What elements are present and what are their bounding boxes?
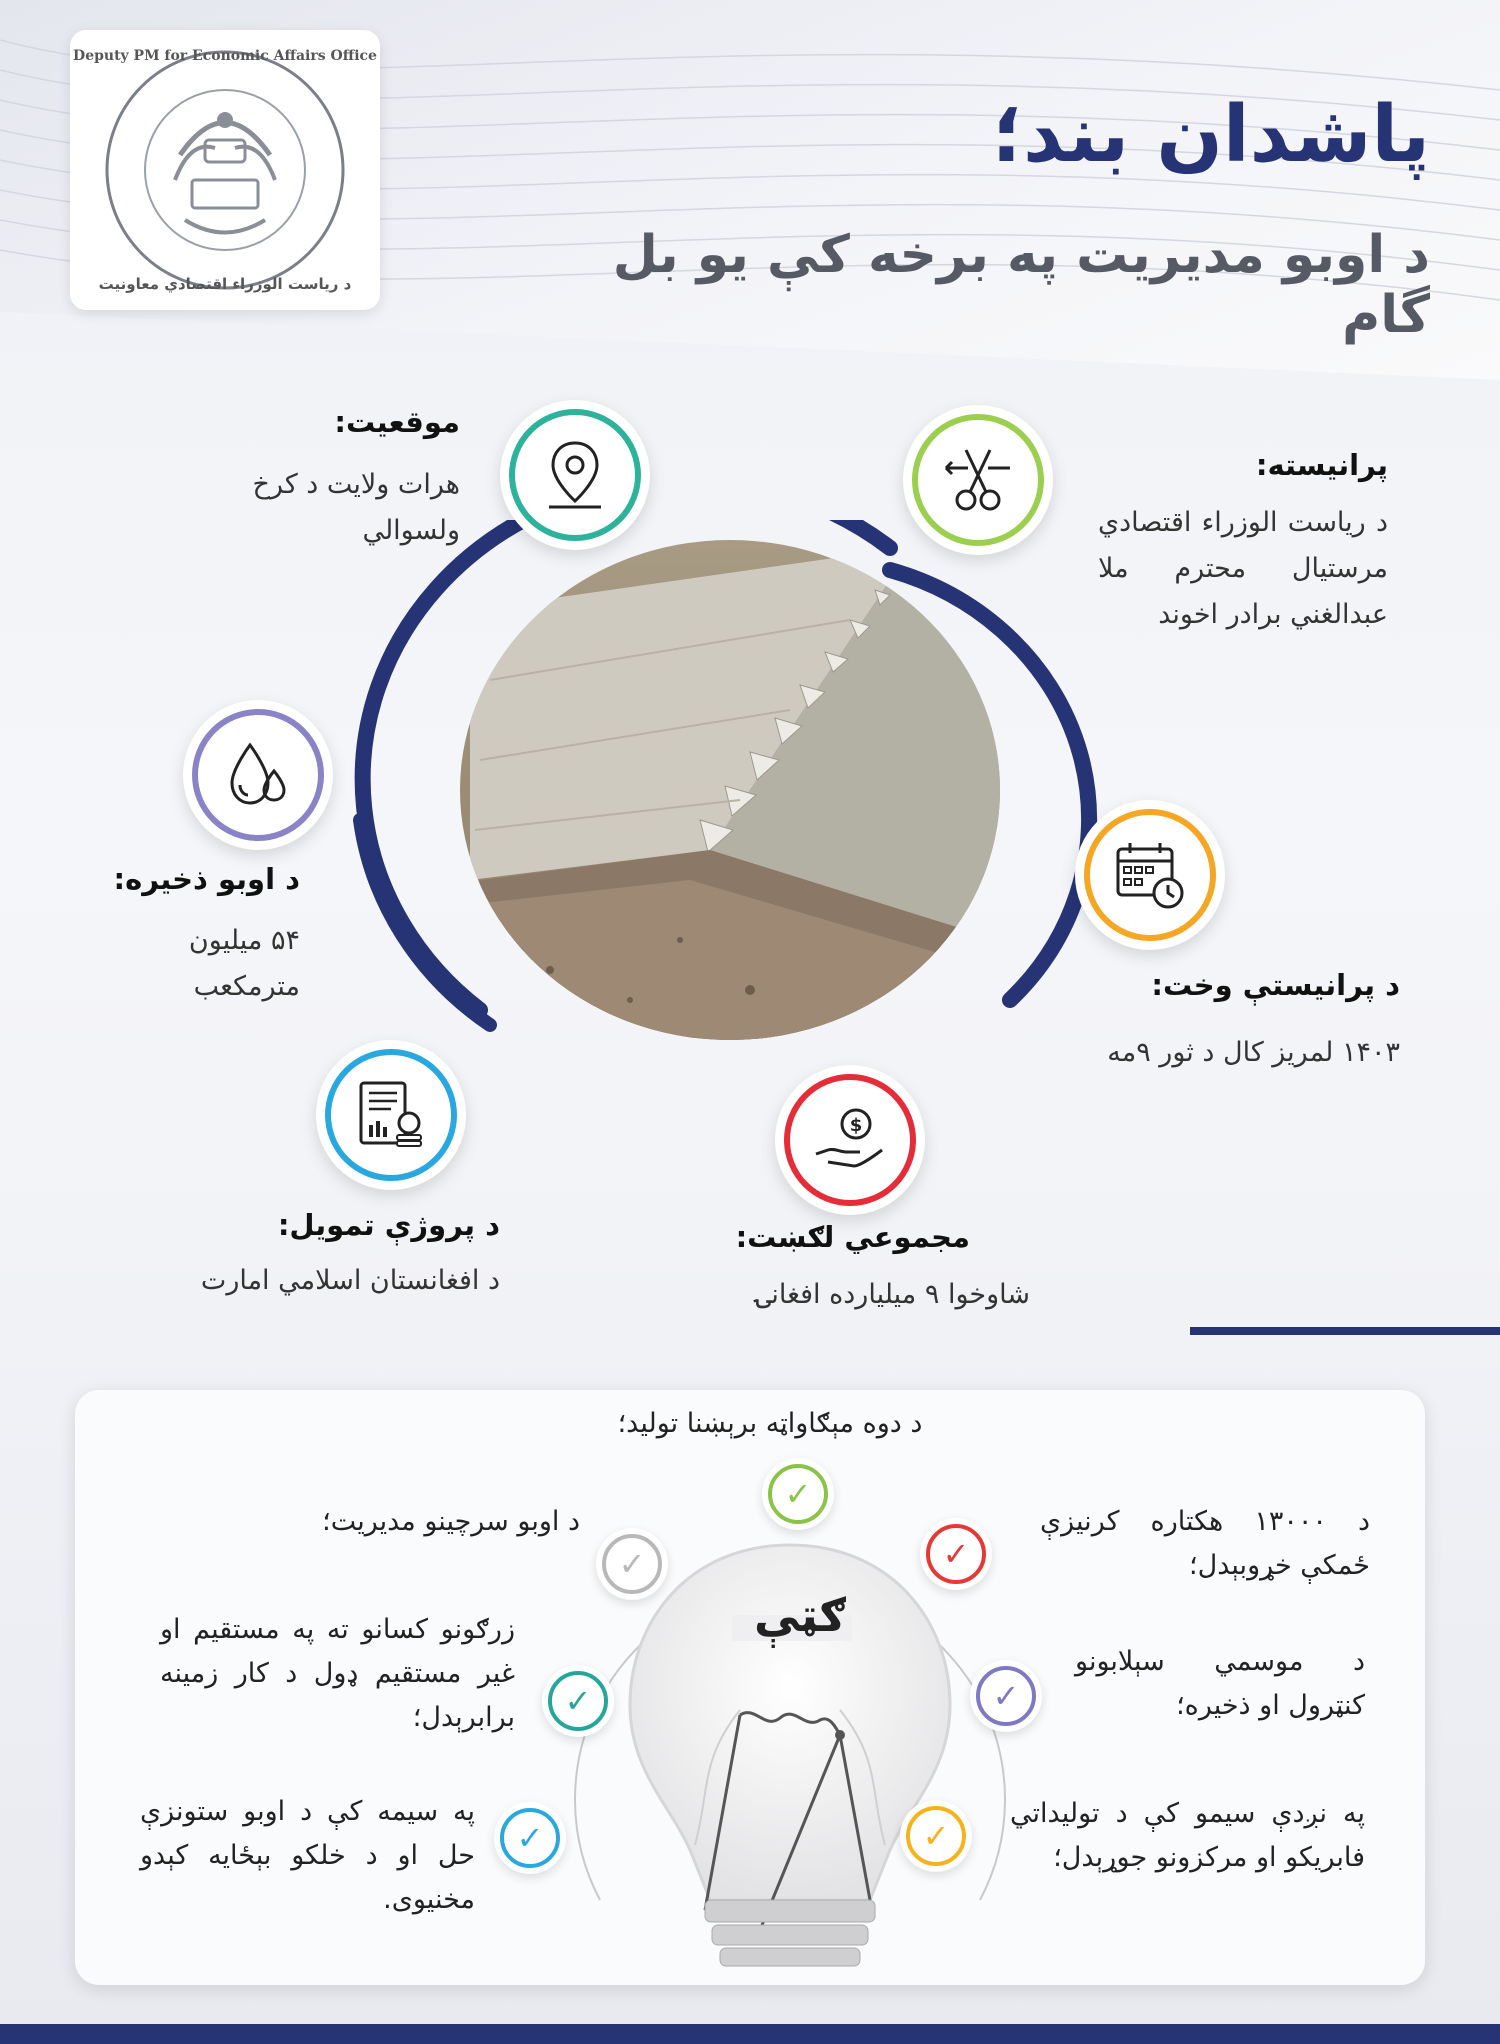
footer-bar <box>0 2024 1500 2044</box>
check-icon: ✓ <box>922 1817 950 1855</box>
funding-text: د افغانستان اسلامي امارت <box>200 1265 500 1296</box>
location-icon-badge <box>500 400 650 550</box>
benefit-right-1-text: د ۱۳۰۰۰ هکتاره کرنیزې ځمکې خړوبېدل؛ <box>1040 1506 1370 1581</box>
page-title: پاشدان بند؛ <box>991 90 1430 180</box>
location-title: موقعیت: <box>334 405 460 439</box>
location-pin-icon <box>535 435 615 515</box>
funding-title: د پروژې تمویل: <box>277 1208 500 1242</box>
storage-text: ۵۴ میلیون مترمکعب <box>188 925 300 1002</box>
funding-icon-badge <box>316 1040 466 1190</box>
benefit-left-1-text: د اوبو سرچینو مدیریت؛ <box>322 1506 580 1537</box>
water-drops-icon <box>218 735 298 815</box>
finance-report-icon <box>351 1075 431 1155</box>
emblem-logo <box>70 30 380 310</box>
check-icon: ✓ <box>942 1535 970 1573</box>
cost-title: مجموعي لګښت: <box>735 1220 970 1254</box>
benefit-check-right-1 <box>920 1518 992 1590</box>
inauguration-text: د ریاست الوزراء اقتصادي مرستیال محترم ملا عبدالغني برادر اخوند <box>1098 507 1388 630</box>
benefit-top-text: د دوه مېګاواټه برېښنا تولید؛ <box>617 1408 923 1439</box>
logo-card <box>70 30 380 310</box>
date-icon-badge <box>1075 800 1225 950</box>
logo-pashto-text: د ریاست الوزراء اقتصادي معاونیت <box>98 275 352 293</box>
check-icon: ✓ <box>992 1677 1020 1715</box>
storage-title: د اوبو ذخیره: <box>113 862 300 896</box>
benefit-check-left-2 <box>542 1665 614 1737</box>
check-icon: ✓ <box>618 1545 646 1583</box>
benefit-right-3-text: په نږدې سیمو کې د تولیداتي فابریکو او مرکزونو جوړېدل؛ <box>1010 1798 1365 1873</box>
cost-icon-badge <box>775 1065 925 1215</box>
section-separator <box>1190 1327 1500 1335</box>
date-text: ۱۴۰۳ لمریز کال د ثور ۹مه <box>1107 1037 1400 1068</box>
logo-english-text: Deputy PM for Economic Affairs Office <box>73 48 377 64</box>
money-hand-icon <box>810 1100 890 1180</box>
date-title: د پرانیستې وخت: <box>1151 968 1400 1002</box>
benefit-left-3-text: په سیمه کې د اوبو ستونزې حل او د خلکو بېځایه کېدو مخنیوی. <box>140 1796 475 1915</box>
dam-photo-frame <box>330 520 1130 1060</box>
benefit-check-right-3 <box>900 1800 972 1872</box>
page-subtitle: د اوبو مدیریت په برخه کې یو بل گام <box>612 225 1430 345</box>
location-text: هرات ولایت د کرخ ولسوالي <box>252 469 460 546</box>
inauguration-title: پرانیسته: <box>1255 448 1388 482</box>
benefit-right-2-text: د موسمي سېلابونو کنټرول او ذخیره؛ <box>1075 1646 1365 1721</box>
benefit-check-left-3 <box>494 1802 566 1874</box>
ribbon-scissors-icon <box>938 440 1018 520</box>
benefit-check-top <box>762 1458 834 1530</box>
check-icon: ✓ <box>564 1682 592 1720</box>
benefit-check-left-1 <box>596 1528 668 1600</box>
cost-text: شاوخوا ۹ میلیارده افغانۍ <box>755 1279 1030 1310</box>
benefit-left-2-text: زرګونو کسانو ته په مستقیم او غیر مستقیم ډول د کار زمینه برابرېدل؛ <box>160 1614 515 1733</box>
check-icon: ✓ <box>516 1819 544 1857</box>
check-icon: ✓ <box>784 1475 812 1513</box>
svg-text:$: $ <box>849 1115 863 1136</box>
calendar-clock-icon <box>1110 835 1190 915</box>
storage-icon-badge <box>183 700 333 850</box>
benefits-center-label: ګټې <box>753 1588 847 1642</box>
inauguration-icon-badge <box>903 405 1053 555</box>
benefit-check-right-2 <box>970 1660 1042 1732</box>
